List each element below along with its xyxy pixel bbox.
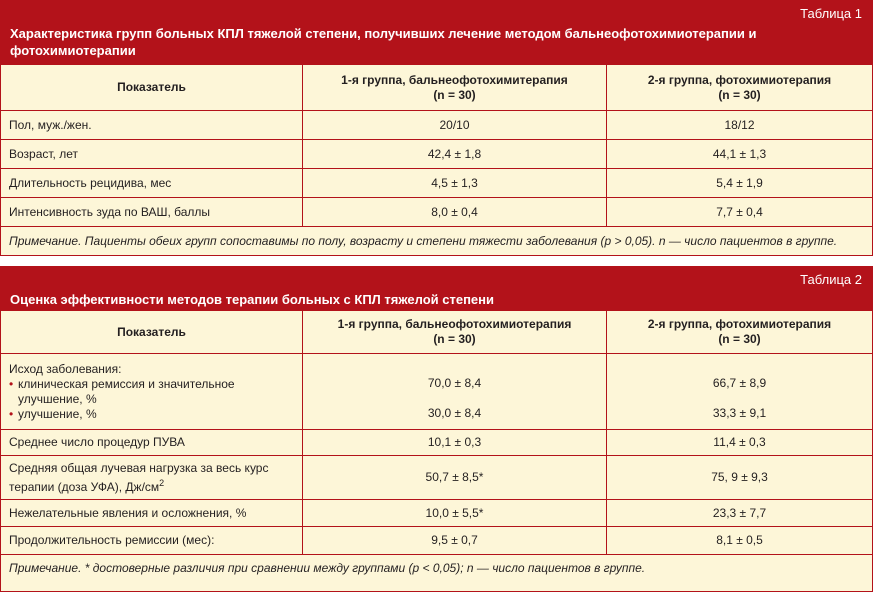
row-label-superscript: 2 bbox=[159, 477, 165, 488]
row-value-group-1: 8,0 ± 0,4 bbox=[303, 198, 607, 226]
column-header-indicator: Показатель bbox=[1, 311, 303, 353]
column-header-group-1 bbox=[303, 311, 607, 353]
table-2-note: Примечание. * достоверные различия при сравнении между группами (p < 0,05); n — число пациентов в группе. bbox=[9, 561, 646, 575]
row-value-group-1: 42,4 ± 1,8 bbox=[303, 140, 607, 168]
outcome-values-group-1 bbox=[303, 354, 607, 429]
table-row bbox=[1, 198, 872, 227]
column-header-indicator: Показатель bbox=[1, 65, 303, 110]
row-value-group-2: 5,4 ± 1,9 bbox=[716, 175, 763, 190]
column-header-group-2-n: (n = 30) bbox=[718, 87, 761, 102]
row-label: Средняя общая лучевая нагрузка за весь курс терапии (доза УФА), Дж/см bbox=[9, 460, 269, 494]
table-row bbox=[1, 527, 872, 555]
table-2-note-row bbox=[1, 555, 872, 581]
table-1-header bbox=[1, 1, 872, 65]
table-row bbox=[1, 430, 872, 456]
row-value-group-1: 50,7 ± 8,5* bbox=[303, 456, 607, 499]
column-header-group-1-name: 1-я группа, бальнеофотохимитерапия bbox=[341, 72, 568, 87]
row-value-group-2: 7,7 ± 0,4 bbox=[716, 204, 763, 219]
outcome-item-2-g2: 33,3 ± 9,1 bbox=[712, 406, 767, 420]
table-row bbox=[1, 500, 872, 527]
outcome-labels bbox=[1, 354, 303, 429]
row-value-group-2: 11,4 ± 0,3 bbox=[713, 435, 766, 449]
table-1-note-row bbox=[1, 227, 872, 255]
outcome-item-2-g1: 30,0 ± 8,4 bbox=[427, 406, 482, 420]
table-2-column-headers bbox=[1, 311, 872, 354]
table-row-outcome bbox=[1, 354, 872, 430]
table-1-column-headers bbox=[1, 65, 872, 111]
column-header-group-2-name: 2-я группа, фотохимиотерапия bbox=[647, 317, 832, 331]
table-row bbox=[1, 140, 872, 169]
outcome-item-1-label: клиническая ремиссия и значительное улучшение, % bbox=[18, 376, 235, 406]
table-2-header bbox=[1, 267, 872, 311]
row-label: Среднее число процедур ПУВА bbox=[1, 430, 303, 455]
bullet-icon: • bbox=[9, 406, 14, 421]
column-header-group-1 bbox=[303, 65, 607, 110]
row-label: Пол, муж./жен. bbox=[1, 111, 303, 139]
table-row bbox=[1, 111, 872, 140]
outcome-item-1 bbox=[9, 377, 294, 407]
outcome-item-1-g1: 70,0 ± 8,4 bbox=[427, 376, 482, 390]
row-label: Длительность рецидива, мес bbox=[1, 169, 303, 197]
row-label: Нежелательные явления и осложнения, % bbox=[1, 500, 303, 526]
row-label: Продолжительность ремиссии (мес): bbox=[1, 527, 303, 554]
table-row bbox=[1, 169, 872, 198]
column-header-group-1-n: (n = 30) bbox=[433, 87, 476, 102]
outcome-item-2 bbox=[9, 407, 97, 422]
table-2-title: Оценка эффективности методов терапии больных с КПЛ тяжелой степени bbox=[10, 292, 495, 307]
table-row bbox=[1, 456, 872, 500]
table-2-number: Таблица 2 bbox=[800, 272, 862, 287]
table-1 bbox=[0, 0, 873, 256]
row-label-with-unit bbox=[1, 456, 303, 499]
column-header-group-2 bbox=[607, 311, 872, 353]
row-value-group-1: 9,5 ± 0,7 bbox=[303, 527, 607, 554]
column-header-group-1-n: (n = 30) bbox=[433, 332, 476, 346]
bullet-icon: • bbox=[9, 376, 14, 391]
table-1-note: Примечание. Пациенты обеих групп сопоставимы по полу, возрасту и степени тяжести заболевания (p > 0,05). n — число пациентов в группе. bbox=[9, 234, 838, 248]
column-header-group-2-name: 2-я группа, фотохимиотерапия bbox=[647, 72, 832, 87]
outcome-item-2-label: улучшение, % bbox=[18, 406, 97, 421]
row-value-group-1: 20/10 bbox=[303, 111, 607, 139]
row-value-group-2: 8,1 ± 0,5 bbox=[716, 533, 763, 547]
column-header-group-2-n: (n = 30) bbox=[718, 332, 761, 346]
row-label: Интенсивность зуда по ВАШ, баллы bbox=[1, 198, 303, 226]
table-1-number: Таблица 1 bbox=[800, 6, 862, 21]
outcome-item-1-g2: 66,7 ± 8,9 bbox=[712, 376, 767, 390]
row-value-group-1: 10,1 ± 0,3 bbox=[303, 430, 607, 455]
column-header-group-2 bbox=[607, 65, 872, 110]
outcome-label: Исход заболевания: bbox=[9, 361, 122, 376]
table-1-title: Характеристика групп больных КПЛ тяжелой степени, получивших лечение методом бальнеофотохимиотерапии и фотохимиотерапии bbox=[10, 26, 757, 58]
outcome-values-group-2 bbox=[607, 354, 872, 429]
row-value-group-1: 4,5 ± 1,3 bbox=[303, 169, 607, 197]
row-value-group-2: 23,3 ± 7,7 bbox=[712, 505, 767, 520]
row-value-group-1: 10,0 ± 5,5* bbox=[303, 500, 607, 526]
table-2 bbox=[0, 266, 873, 592]
row-value-group-2: 18/12 bbox=[724, 117, 755, 132]
column-header-group-1-name: 1-я группа, бальнеофотохимиотерапия bbox=[337, 317, 572, 331]
row-value-group-2: 75, 9 ± 9,3 bbox=[711, 470, 768, 484]
row-value-group-2: 44,1 ± 1,3 bbox=[712, 146, 767, 161]
row-label: Возраст, лет bbox=[1, 140, 303, 168]
